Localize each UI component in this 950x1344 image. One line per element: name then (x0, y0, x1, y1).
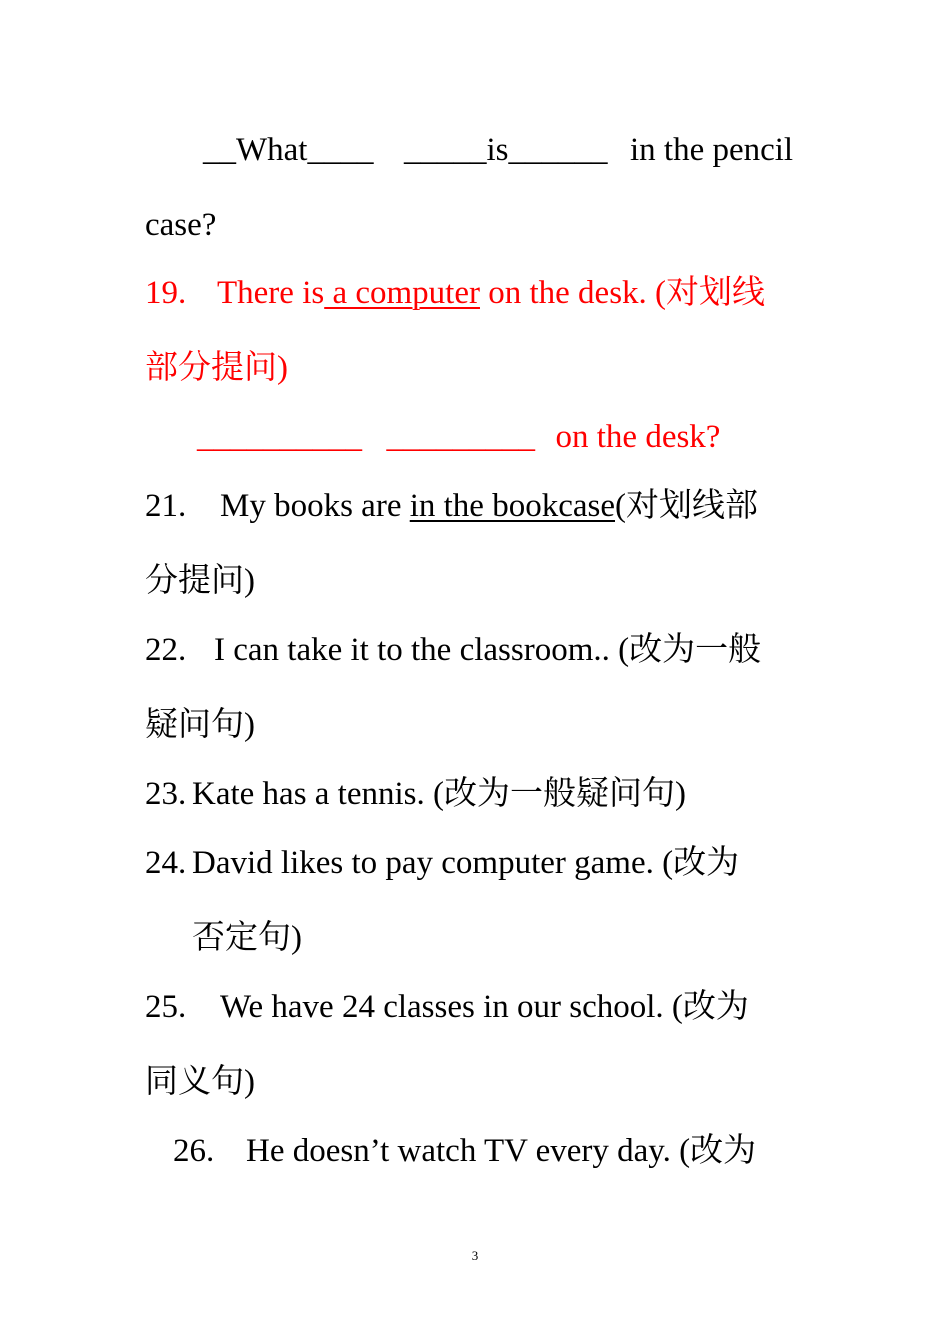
question-21 (145, 486, 805, 526)
question-text: in the pencil (629, 132, 794, 168)
question-text: on the desk? (555, 419, 721, 455)
question-instruction: on the desk. (对划线 (479, 275, 766, 311)
question-text: He doesn’t watch TV every day. (改为 (246, 1133, 757, 1169)
question-instruction: 否定句) (192, 920, 302, 956)
question-number: 22. (145, 632, 187, 668)
question-number: 24. (145, 845, 187, 881)
question-24-continued (192, 918, 852, 958)
answer-line-19 (197, 417, 797, 457)
question-number: 23. (145, 776, 187, 812)
question-26 (173, 1131, 805, 1171)
question-text: case? (145, 207, 217, 243)
question-text: We have 24 classes in our school. (改为 (220, 989, 749, 1025)
question-number: 25. (145, 989, 187, 1025)
question-19 (145, 273, 805, 313)
answer-blank: __________ (197, 419, 362, 455)
question-instruction: (对划线部 (615, 488, 758, 524)
question-text: There is (217, 275, 325, 311)
question-text: David likes to pay computer game. (改为 (192, 845, 740, 881)
question-21-continued (145, 561, 805, 601)
question-instruction: 分提问) (145, 563, 255, 599)
answer-blank: _____is______ (403, 132, 608, 168)
question-24 (145, 843, 805, 883)
question-instruction: 部分提问) (145, 350, 288, 386)
answer-blank: __What____ (203, 132, 374, 168)
question-text: I can take it to the classroom.. (改为一般 (214, 632, 762, 668)
page-number: 3 (471, 1248, 479, 1263)
question-23 (145, 774, 805, 814)
question-text: My books are (220, 488, 410, 524)
question-25 (145, 987, 805, 1027)
question-22 (145, 630, 805, 670)
question-number: 26. (173, 1133, 215, 1169)
question-19-continued (145, 348, 805, 388)
answer-line-18 (203, 130, 805, 170)
question-number: 19. (145, 275, 187, 311)
question-number: 21. (145, 488, 187, 524)
question-text: Kate has a tennis. (改为一般疑问句) (192, 776, 686, 812)
answer-blank: _________ (386, 419, 535, 455)
underlined-phrase: in the bookcase (409, 488, 615, 524)
question-22-continued (145, 705, 805, 745)
question-instruction: 同义句) (145, 1064, 255, 1100)
answer-line-18-continued (145, 205, 805, 245)
underlined-phrase: a computer (324, 275, 480, 311)
question-instruction: 疑问句) (145, 707, 255, 743)
question-25-continued (145, 1062, 805, 1102)
